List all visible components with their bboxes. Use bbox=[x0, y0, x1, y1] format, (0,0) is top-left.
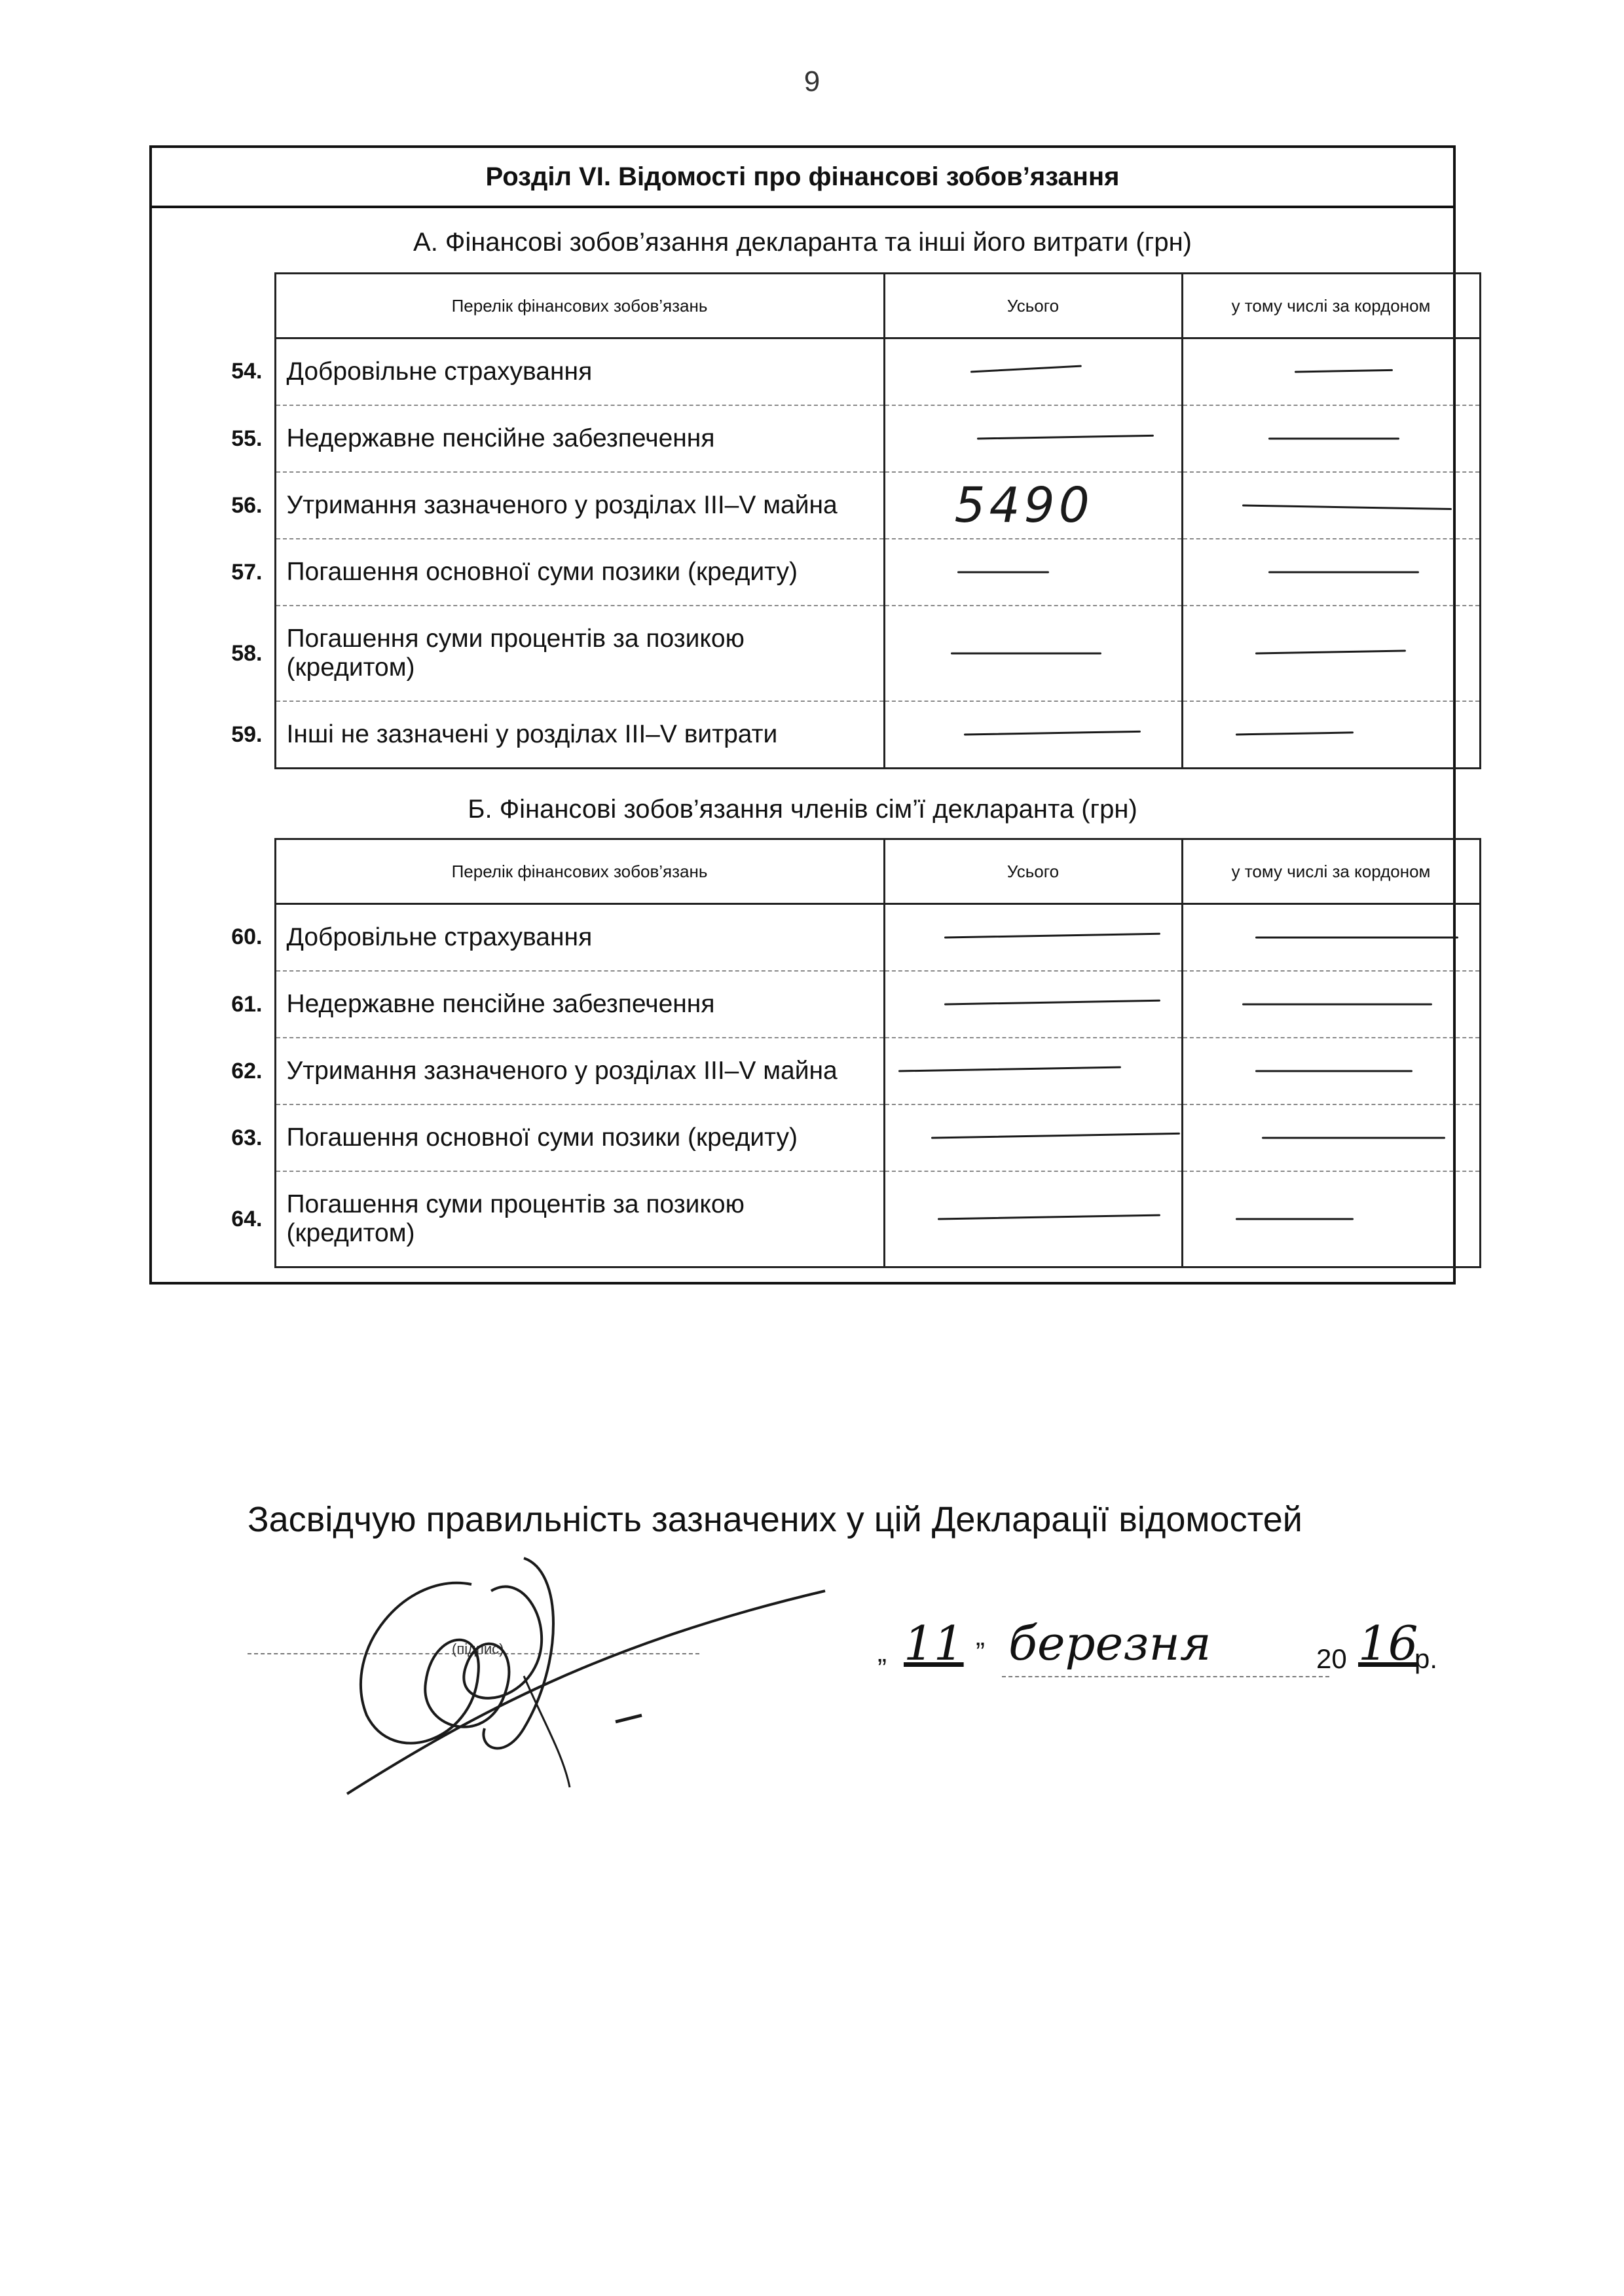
row-label: Погашення основної суми позики (кредиту) bbox=[275, 1104, 884, 1171]
table-row bbox=[216, 1104, 1480, 1171]
blank-dash-mark bbox=[944, 933, 1160, 939]
table-row bbox=[216, 971, 1480, 1038]
blank-dash-mark bbox=[1255, 649, 1405, 654]
blank-dash-mark bbox=[1268, 572, 1419, 574]
blank-dash-mark bbox=[898, 1066, 1120, 1072]
signature-caption: (підпис) bbox=[452, 1641, 504, 1657]
row-number: 62. bbox=[231, 1058, 263, 1084]
row-abroad-value bbox=[1182, 1171, 1480, 1267]
row-number: 54. bbox=[231, 359, 263, 384]
certification-statement: Засвідчую правильність зазначених у цій Декларації відомостей bbox=[248, 1500, 1302, 1539]
blank-dash-mark bbox=[963, 731, 1140, 736]
blank-dash-mark bbox=[957, 572, 1049, 574]
table-header-row bbox=[216, 274, 1480, 338]
row-total-value bbox=[884, 971, 1182, 1038]
date-day: 11 bbox=[904, 1616, 964, 1671]
row-total-value bbox=[884, 1171, 1182, 1267]
row-number: 56. bbox=[231, 492, 263, 518]
table-row bbox=[216, 1171, 1480, 1267]
date-month: березня bbox=[1008, 1616, 1211, 1671]
row-number: 61. bbox=[231, 991, 263, 1017]
date-year-unit: р. bbox=[1414, 1643, 1438, 1674]
blank-dash-mark bbox=[1242, 505, 1451, 511]
blank-dash-mark bbox=[1255, 1070, 1412, 1072]
table-row bbox=[216, 338, 1480, 406]
blank-dash-mark bbox=[976, 435, 1153, 440]
header-list: Перелік фінансових зобов’язань bbox=[275, 274, 884, 338]
row-label: Недержавне пенсійне забезпечення bbox=[275, 405, 884, 472]
row-total-value bbox=[884, 472, 1182, 539]
header-abroad: у тому числі за кордоном bbox=[1182, 839, 1480, 904]
row-number: 55. bbox=[231, 426, 263, 451]
blank-dash-mark bbox=[1294, 369, 1392, 373]
header-total: Усього bbox=[884, 274, 1182, 338]
table-header-row bbox=[216, 839, 1480, 904]
row-label: Погашення суми процентів за позикою (кредитом) bbox=[275, 1171, 884, 1267]
part-a-title: А. Фінансові зобов’язання декларанта та інші його витрати (грн) bbox=[413, 228, 1192, 257]
row-total-value bbox=[884, 904, 1182, 972]
blank-dash-mark bbox=[1255, 937, 1458, 939]
blank-dash-mark bbox=[1236, 1218, 1354, 1220]
row-abroad-value bbox=[1182, 971, 1480, 1038]
table-row bbox=[216, 606, 1480, 701]
blank-dash-mark bbox=[1242, 1004, 1432, 1006]
row-label: Добровільне страхування bbox=[275, 904, 884, 972]
row-label: Утримання зазначеного у розділах III–V майна bbox=[275, 472, 884, 539]
header-total: Усього bbox=[884, 839, 1182, 904]
row-label: Утримання зазначеного у розділах III–V майна bbox=[275, 1038, 884, 1104]
row-total-value bbox=[884, 405, 1182, 472]
blank-dash-mark bbox=[937, 1214, 1160, 1220]
row-total-value bbox=[884, 539, 1182, 606]
header-number-cell bbox=[216, 839, 275, 904]
row-label: Погашення суми процентів за позикою (кредитом) bbox=[275, 606, 884, 701]
row-number: 63. bbox=[231, 1125, 263, 1150]
row-number: 58. bbox=[231, 640, 263, 666]
section-financial-obligations bbox=[149, 145, 1456, 1285]
header-list: Перелік фінансових зобов’язань bbox=[275, 839, 884, 904]
row-label: Погашення основної суми позики (кредиту) bbox=[275, 539, 884, 606]
table-row bbox=[216, 701, 1480, 769]
table-row bbox=[216, 904, 1480, 972]
row-number: 60. bbox=[231, 924, 263, 950]
row-abroad-value bbox=[1182, 1104, 1480, 1171]
blank-dash-mark bbox=[944, 1000, 1160, 1006]
row-total-value bbox=[884, 1104, 1182, 1171]
table-row bbox=[216, 405, 1480, 472]
blank-dash-mark bbox=[1235, 731, 1353, 735]
row-label: Інші не зазначені у розділах III–V витрати bbox=[275, 701, 884, 769]
part-b-title: Б. Фінансові зобов’язання членів сім’ї декларанта (грн) bbox=[468, 795, 1137, 824]
row-abroad-value bbox=[1182, 405, 1480, 472]
row-abroad-value bbox=[1182, 539, 1480, 606]
table-row bbox=[216, 1038, 1480, 1104]
row-abroad-value bbox=[1182, 338, 1480, 406]
page-number: 9 bbox=[803, 65, 821, 98]
table-row bbox=[216, 539, 1480, 606]
row-abroad-value bbox=[1182, 701, 1480, 769]
section-title: Розділ VI. Відомості про фінансові зобов’язання bbox=[152, 148, 1453, 208]
date-close-quote: ” bbox=[976, 1637, 985, 1667]
date-month-line bbox=[1002, 1676, 1329, 1677]
header-abroad: у тому числі за кордоном bbox=[1182, 274, 1480, 338]
row-total-value bbox=[884, 338, 1182, 406]
blank-dash-mark bbox=[931, 1133, 1179, 1139]
row-number: 57. bbox=[231, 559, 263, 585]
date-year-prefix: 20 bbox=[1316, 1643, 1347, 1674]
date-year-suffix: 16 bbox=[1358, 1616, 1418, 1671]
row-label: Недержавне пенсійне забезпечення bbox=[275, 971, 884, 1038]
blank-dash-mark bbox=[1262, 1137, 1445, 1139]
row-abroad-value bbox=[1182, 1038, 1480, 1104]
signature-scribble bbox=[327, 1532, 851, 1807]
row-number: 64. bbox=[231, 1206, 263, 1231]
blank-dash-mark bbox=[1268, 438, 1399, 440]
row-total-value bbox=[884, 1038, 1182, 1104]
row-total-value bbox=[884, 701, 1182, 769]
part-b-table bbox=[216, 838, 1481, 1268]
row-abroad-value bbox=[1182, 606, 1480, 701]
blank-dash-mark bbox=[951, 653, 1101, 655]
blank-dash-mark bbox=[970, 365, 1081, 373]
handwritten-amount: 5490 bbox=[954, 477, 1094, 534]
part-a-table bbox=[216, 272, 1481, 769]
row-total-value bbox=[884, 606, 1182, 701]
table-row bbox=[216, 472, 1480, 539]
row-abroad-value bbox=[1182, 904, 1480, 972]
header-number-cell bbox=[216, 274, 275, 338]
row-number: 59. bbox=[231, 721, 263, 747]
row-abroad-value bbox=[1182, 472, 1480, 539]
date-open-quote: „ bbox=[877, 1637, 887, 1667]
row-label: Добровільне страхування bbox=[275, 338, 884, 406]
date-block bbox=[877, 1597, 1467, 1689]
